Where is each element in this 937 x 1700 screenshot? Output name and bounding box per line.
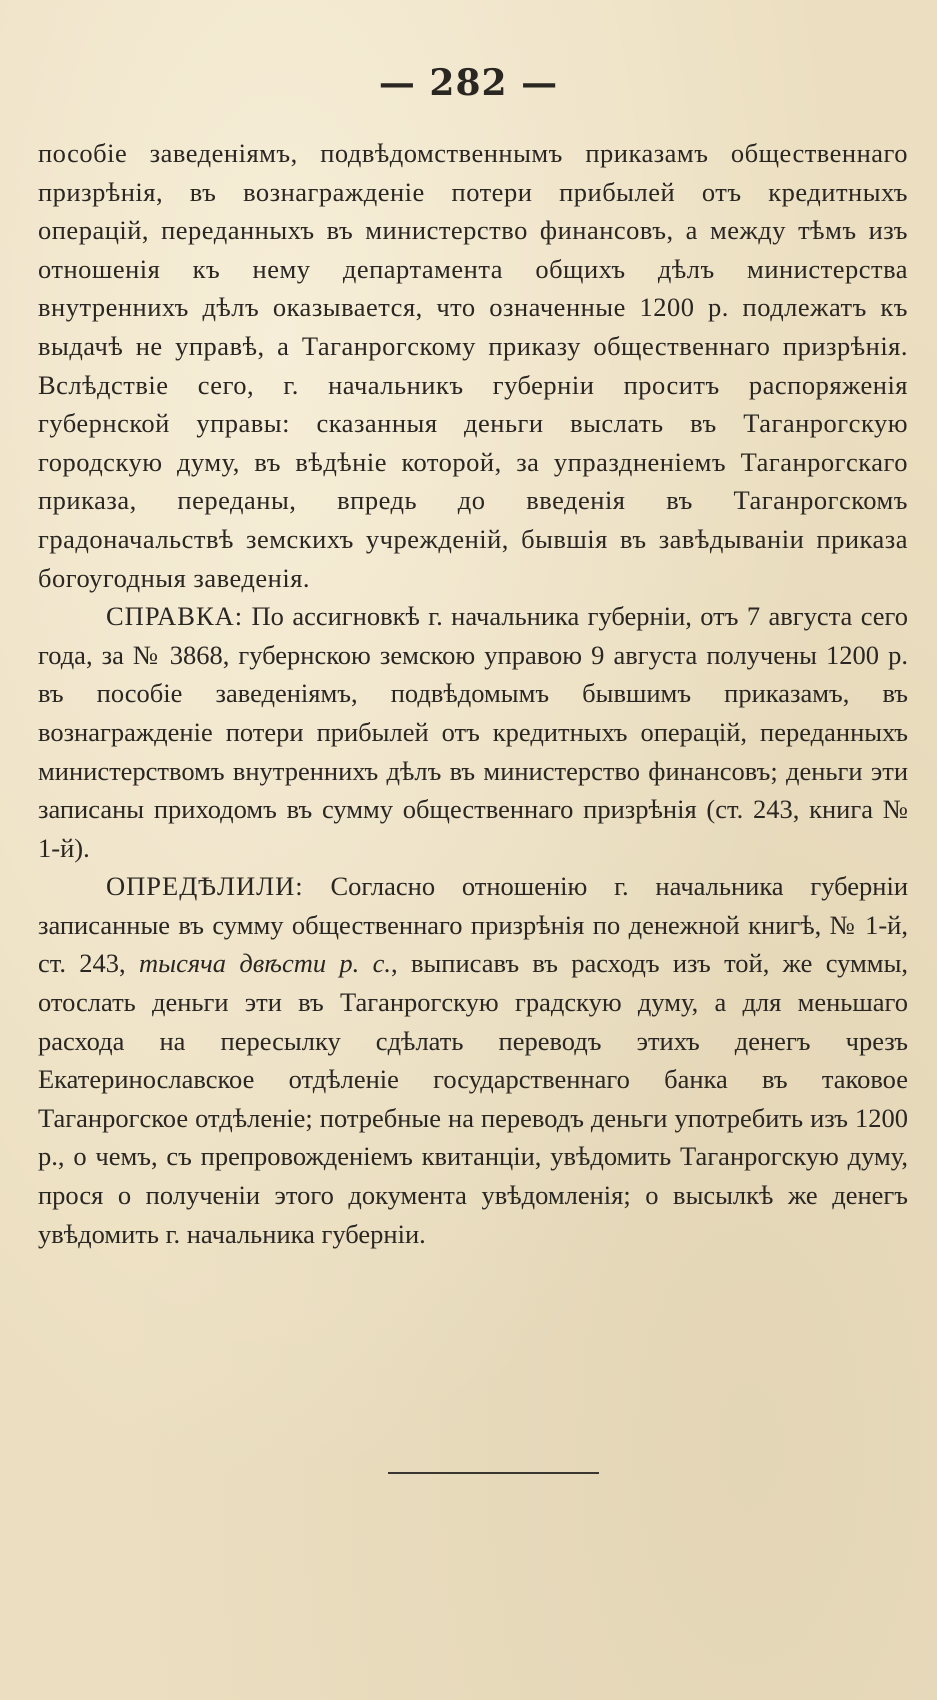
opredelili-text-b: , выписавъ въ расходъ изъ той, же суммы, отослать деньги эти въ Таганрогскую градскую думу, а для меньшаго расхода на пересылку сдѣлать переводъ этихъ денегъ чрезъ Екатеринославское отдѣленіе государственнаго банка въ таковое Таганрогское отдѣленіе; потребные на переводъ деньги употребить изъ 1200 р., о чемъ, съ препровожденіемъ квитанціи, увѣдомить Таганрогскую думу, прося о полученіи этого документа увѣдомленія; о высылкѣ же денегъ увѣдомить г. начальника губерніи. — [38, 948, 908, 1249]
body-text — [38, 134, 908, 1253]
page-number: — 282 — — [378, 62, 559, 104]
closing-rule — [388, 1472, 599, 1474]
spravka-text: По ассигновкѣ г. начальника губерніи, отъ 7 августа сего года, за № 3868, губернскою земскою управою 9 августа получены 1200 р. въ пособіе заведеніямъ, подвѣдомымъ бывшимъ приказамъ, въ вознагражденіе потери прибылей отъ кредитныхъ операцій, переданныхъ министерствомъ внутреннихъ дѣлъ въ министерство финансовъ; деньги эти записаны приходомъ въ сумму общественнаго призрѣнія (ст. 243, книга № 1-й). — [38, 601, 908, 863]
paragraph-1: пособіе заведеніямъ, подвѣдомственнымъ приказамъ общественнаго призрѣнія, въ вознагражденіе потери прибылей отъ кредитныхъ операцій, переданныхъ въ министерство финансовъ, а между тѣмъ изъ отношенія къ нему департамента общихъ дѣлъ министерства внутреннихъ дѣлъ оказывается, что означенные 1200 р. подлежатъ къ выдачѣ не управѣ, а Таганрогскому приказу общественнаго призрѣнія. Вслѣдствіе сего, г. начальникъ губерніи проситъ распоряженія губернской управы: сказанныя деньги выслать въ Таганрогскую городскую думу, въ вѣдѣніе которой, за упраздненіемъ Таганрогскаго приказа, переданы, впредь до введенія въ Таганрогскомъ градоначальствѣ земскихъ учрежденій, бывшія въ завѣдываніи приказа богоугодныя заведенія. — [38, 138, 908, 593]
paragraph-opredelili — [38, 867, 908, 1253]
opredelili-text-a: Согласно отношенію г. начальника губерніи записанные въ сумму общественнаго призрѣнія по денежной книгѣ, № 1-й, ст. 243, — [38, 871, 909, 979]
opredelili-amount-italic: тысяча двѣсти р. с. — [139, 948, 391, 979]
spravka-label: СПРАВКА: — [106, 601, 244, 632]
opredelili-label: ОПРЕДѢЛИЛИ: — [106, 871, 304, 902]
paragraph-spravka — [38, 597, 908, 867]
